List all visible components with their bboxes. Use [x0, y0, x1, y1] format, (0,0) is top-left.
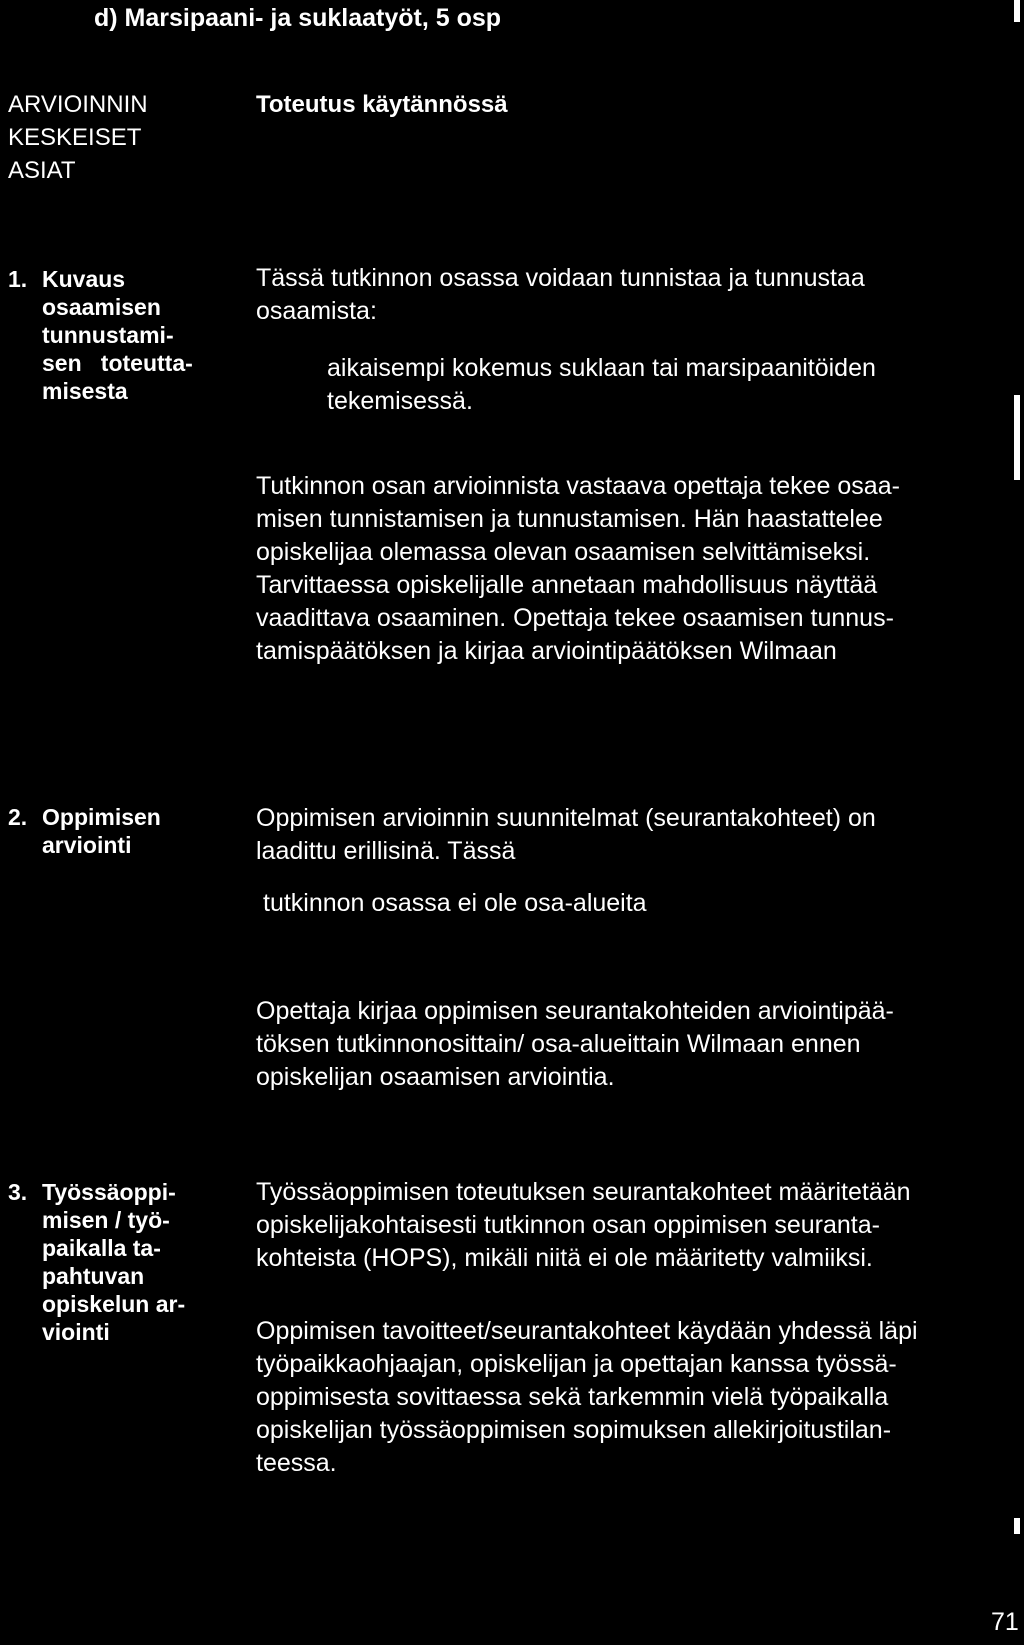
row3-label-line: misen / työ- [42, 1207, 170, 1233]
row1-p2-line: Tutkinnon osan arvioinnista vastaava opettaja tekee osaa- [256, 472, 900, 500]
row1-label-line: misesta [42, 378, 128, 404]
section-title: d) Marsipaani- ja suklaatyöt, 5 osp [94, 4, 502, 32]
row3-paragraph-1 [256, 1176, 911, 1275]
row2-p1-line: Oppimisen arvioinnin suunnitelmat (seurantakohteet) on [256, 804, 876, 832]
row1-label-line: tunnustami- [42, 322, 174, 348]
row3-p2-line: oppimisesta sovittaessa sekä tarkemmin vielä työpaikalla [256, 1383, 889, 1411]
scan-edge-mark [1014, 0, 1020, 22]
row1-p2-line: tamispäätöksen ja kirjaa arviointipäätöksen Wilmaan [256, 637, 837, 665]
row1-p2-line: Tarvittaessa opiskelijalle annetaan mahdollisuus näyttää [256, 571, 878, 599]
header-column-1 [8, 88, 148, 187]
row3-label-line: viointi [42, 1319, 110, 1345]
row1-label-line: sen toteutta- [42, 350, 193, 376]
row2-p1-line: laadittu erillisinä. Tässä [256, 837, 516, 865]
row2-paragraph-1 [256, 802, 876, 868]
scan-edge-mark [1014, 1518, 1020, 1534]
row1-paragraph-2 [256, 470, 900, 668]
row1-label-line: osaamisen [42, 294, 161, 320]
row1-label-line: Kuvaus [42, 266, 126, 292]
row1-label [42, 265, 193, 405]
header-column-2: Toteutus käytännössä [256, 91, 508, 118]
row3-p1-line: kohteista (HOPS), mikäli niitä ei ole määritetty valmiiksi. [256, 1244, 873, 1272]
row1-p2-line: opiskelijaa olemassa olevan osaamisen selvittämiseksi. [256, 538, 871, 566]
row3-p2-line: teessa. [256, 1449, 337, 1477]
row3-label-line: paikalla ta- [42, 1235, 161, 1261]
row2-label-line: arviointi [42, 832, 132, 858]
row3-label-line: Työssäoppi- [42, 1179, 176, 1205]
row2-p2-line: töksen tutkinnonosittain/ osa-alueittain Wilmaan ennen [256, 1030, 861, 1058]
row1-p1-line: osaamista: [256, 297, 377, 325]
row2-paragraph-1b: tutkinnon osassa ei ole osa-alueita [263, 889, 647, 917]
row1-number: 1. [8, 266, 28, 292]
header-col1-line: ASIAT [8, 157, 76, 184]
row1-p1-line: Tässä tutkinnon osassa voidaan tunnistaa ja tunnustaa [256, 264, 865, 292]
header-col1-line: ARVIOINNIN [8, 91, 148, 118]
row2-label-line: Oppimisen [42, 804, 161, 830]
row1-p2-line: vaadittava osaaminen. Opettaja tekee osaamisen tunnus- [256, 604, 894, 632]
row2-label [42, 803, 161, 859]
row2-paragraph-2 [256, 995, 894, 1094]
row1-bullet-item [327, 352, 876, 418]
row3-label-line: pahtuvan [42, 1263, 145, 1289]
row3-p1-line: Työssäoppimisen toteutuksen seurantakohteet määritetään [256, 1178, 911, 1206]
row1-p2-line: misen tunnistamisen ja tunnustamisen. Hän haastattelee [256, 505, 883, 533]
row3-paragraph-2 [256, 1315, 918, 1480]
row2-number: 2. [8, 804, 28, 830]
row3-p2-line: opiskelijan työssäoppimisen sopimuksen allekirjoitustilan- [256, 1416, 892, 1444]
row1-paragraph-1 [256, 262, 865, 328]
row3-number: 3. [8, 1179, 28, 1205]
row1-bullet-line: aikaisempi kokemus suklaan tai marsipaanitöiden [327, 354, 876, 382]
page-number: 71 [991, 1608, 1019, 1636]
row1-bullet-line: tekemisessä. [327, 387, 473, 415]
scan-edge-mark [1014, 395, 1020, 480]
row2-p2-line: Opettaja kirjaa oppimisen seurantakohteiden arviointipää- [256, 997, 894, 1025]
row3-label-line: opiskelun ar- [42, 1291, 186, 1317]
row2-p2-line: opiskelijan osaamisen arviointia. [256, 1063, 615, 1091]
row3-label [42, 1178, 185, 1346]
row3-p2-line: työpaikkaohjaajan, opiskelijan ja opettajan kanssa työssä- [256, 1350, 897, 1378]
header-col1-line: KESKEISET [8, 124, 142, 151]
row3-p1-line: opiskelijakohtaisesti tutkinnon osan oppimisen seuranta- [256, 1211, 880, 1239]
row3-p2-line: Oppimisen tavoitteet/seurantakohteet käydään yhdessä läpi [256, 1317, 918, 1345]
